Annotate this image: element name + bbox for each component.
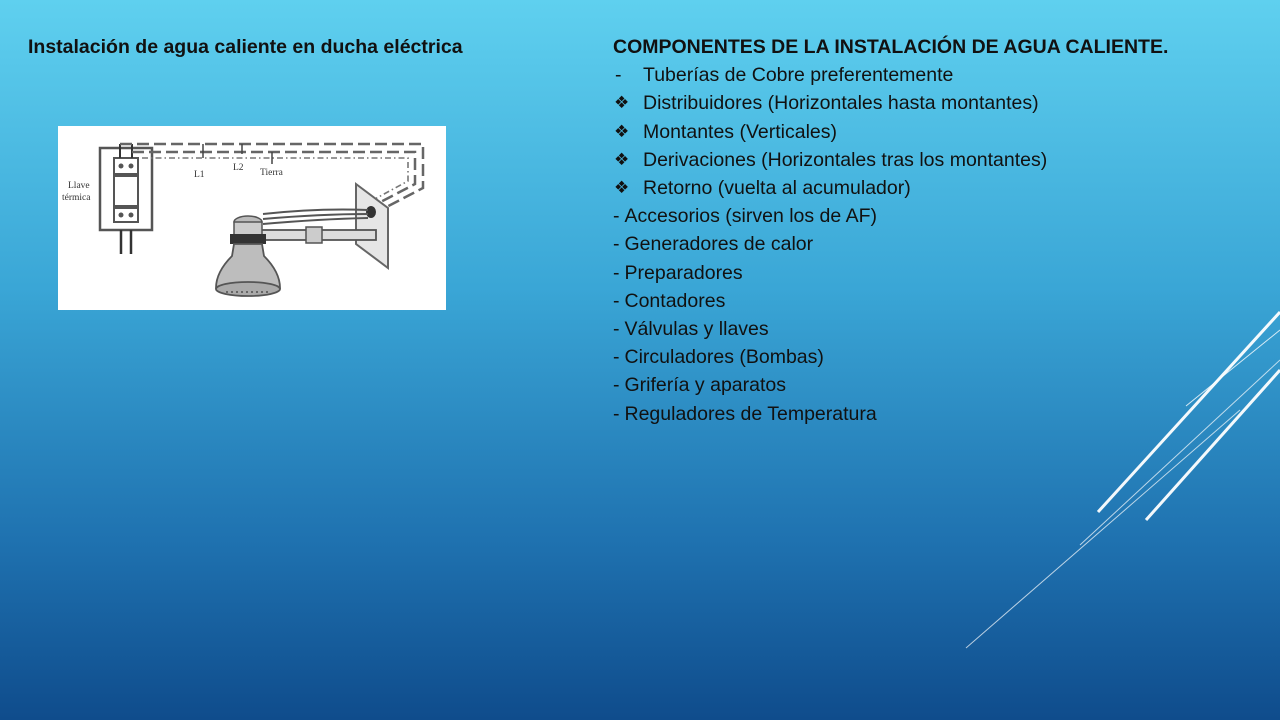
ground-label: Tierra [260, 168, 283, 178]
l2-label: L2 [233, 163, 244, 173]
list-item [613, 118, 1233, 146]
list-item [613, 89, 1233, 117]
components-section [613, 33, 1233, 428]
list-item-text: Contadores [624, 289, 726, 312]
list-item [613, 343, 1233, 371]
list-item [613, 259, 1233, 287]
breaker-label-line2: térmica [62, 193, 91, 203]
slide-left-title: Instalación de agua caliente en ducha eléctrica [28, 36, 463, 58]
shower-ring [230, 234, 266, 244]
list-item-text: Grifería y aparatos [624, 374, 786, 397]
l1-label: L1 [194, 170, 205, 180]
list-item [613, 230, 1233, 258]
dash-bullet: - [613, 318, 620, 341]
electric-shower-diagram-svg [58, 126, 446, 310]
electric-shower-diagram [58, 126, 446, 310]
breaker-top-terminal [114, 158, 138, 174]
dash-bullet: - [613, 205, 620, 228]
list-item-text: Generadores de calor [624, 233, 814, 256]
list-item [613, 400, 1233, 428]
diamond-bullet-icon: ❖ [614, 178, 630, 198]
list-item [613, 202, 1233, 230]
list-item-text: Preparadores [624, 261, 743, 284]
dash-bullet: - [613, 233, 620, 256]
list-item-text: Distribuidores (Horizontales hasta montantes) [643, 92, 1039, 115]
list-item [613, 146, 1233, 174]
list-item [613, 287, 1233, 315]
deco-line [966, 410, 1240, 648]
list-item [613, 371, 1233, 399]
dash-bullet: - [615, 64, 622, 87]
list-item-text: Circuladores (Bombas) [624, 346, 824, 369]
list-item-text: Derivaciones (Horizontales tras los montantes) [643, 148, 1048, 171]
breaker-bottom-terminal [114, 208, 138, 222]
components-title: COMPONENTES DE LA INSTALACIÓN DE AGUA CALIENTE. [613, 36, 1169, 58]
components-list [613, 61, 1233, 428]
list-item [613, 61, 1233, 89]
list-item-text: Montantes (Verticales) [643, 120, 838, 143]
list-item [613, 174, 1233, 202]
list-item-text: Tuberías de Cobre preferentemente [643, 64, 954, 87]
list-item-text: Accesorios (sirven los de AF) [624, 205, 878, 228]
dash-bullet: - [613, 261, 620, 284]
diamond-bullet-icon: ❖ [614, 121, 630, 141]
list-item-text: Retorno (vuelta al acumulador) [643, 177, 911, 200]
list-item [613, 315, 1233, 343]
diamond-bullet-icon: ❖ [614, 149, 630, 169]
pipe-fitting [306, 227, 322, 243]
diamond-bullet-icon: ❖ [614, 93, 630, 113]
dash-bullet: - [613, 374, 620, 397]
wall-plate [356, 184, 388, 268]
shower-face [216, 282, 280, 296]
dash-bullet: - [613, 289, 620, 312]
breaker-switch [114, 176, 138, 206]
dash-bullet: - [613, 402, 620, 425]
list-item-text: Reguladores de Temperatura [624, 402, 877, 425]
wall-socket [366, 206, 376, 218]
dash-bullet: - [613, 346, 620, 369]
breaker-label-line1: Llave [68, 181, 90, 191]
list-item-text: Válvulas y llaves [624, 318, 769, 341]
